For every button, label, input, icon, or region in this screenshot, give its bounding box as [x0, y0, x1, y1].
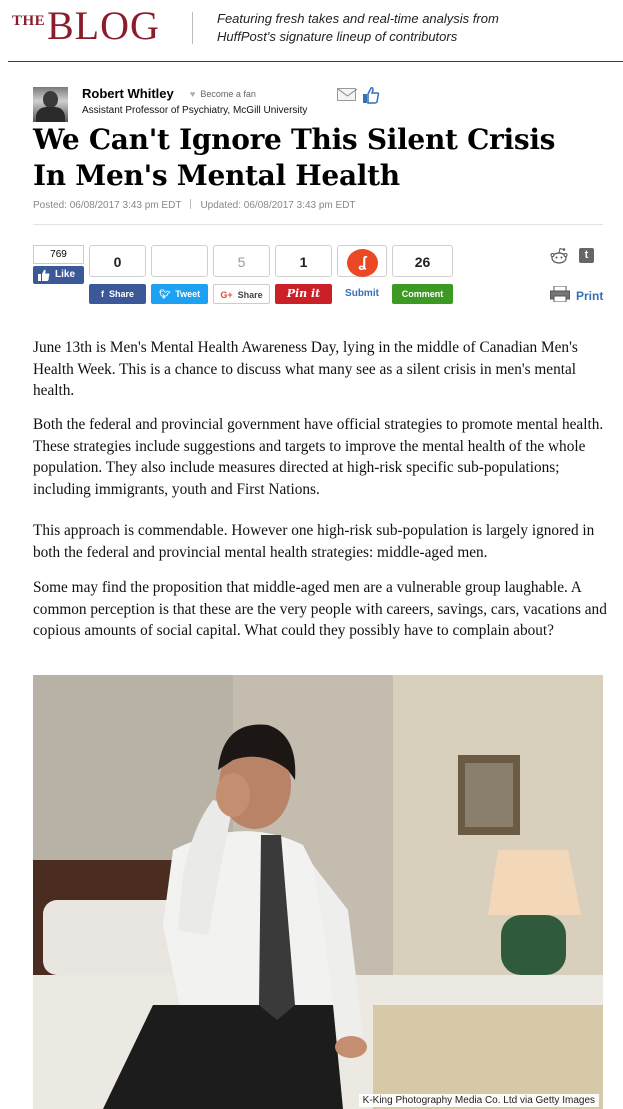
become-fan-label: Become a fan: [200, 89, 256, 99]
like-button[interactable]: [33, 266, 84, 284]
fan-star-icon: ♥: [190, 89, 196, 99]
author-avatar[interactable]: [33, 87, 68, 122]
like-thumb-icon: [38, 269, 50, 281]
body-paragraph-2: Both the federal and provincial government have official strategies to promote mental health. These strategies include suggestions and targets to improve the mental health of the whole population. They also include measures directed at high-risk specific sub-populations; including immigrants, youth and First Nations.: [33, 416, 604, 498]
facebook-share-label: Share: [108, 289, 134, 299]
author-title: Assistant Professor of Psychiatry, McGill University: [82, 105, 308, 116]
body-paragraph-4: Some may find the proposition that middle-aged men are a vulnerable group laughable. A common perception is that these are the very people with careers, savings, cars, vacations and copious amounts of social capital. What could they possibly have to complain about?: [33, 579, 607, 639]
become-fan-link[interactable]: [190, 89, 256, 99]
blog-header: [0, 0, 623, 64]
twitter-count: [151, 245, 208, 277]
facebook-share-count: 0: [89, 245, 146, 277]
avatar-head: [43, 91, 58, 108]
body-paragraph-3: This approach is commendable. However one high-risk sub-population is largely ignored in both the federal and provincial mental health strategies: middle-aged men.: [33, 522, 595, 561]
title-rule: [33, 224, 603, 225]
posted-date: Posted: 06/08/2017 3:43 pm EDT: [33, 200, 182, 211]
updated-date: Updated: 06/08/2017 3:43 pm EDT: [200, 200, 356, 211]
stumbleupon-submit-button[interactable]: Submit: [337, 284, 387, 304]
title-line-1: We Can't Ignore This Silent Crisis: [33, 123, 556, 156]
printer-icon[interactable]: [550, 286, 570, 302]
avatar-shoulders: [36, 107, 65, 122]
blog-tagline: [217, 10, 617, 46]
comment-button[interactable]: Comment: [392, 284, 453, 304]
like-count: 769: [33, 245, 84, 264]
facebook-like-widget: [33, 245, 84, 284]
twitter-tweet-label: Tweet: [175, 289, 201, 299]
comment-count: 26: [392, 245, 453, 277]
article-title: [33, 122, 618, 194]
dateline-separator: [190, 199, 191, 209]
google-plus-icon: G+: [220, 290, 233, 300]
pinterest-count: 1: [275, 245, 332, 277]
photo-credit: K-King Photography Media Co. Ltd via Getty Images: [359, 1094, 599, 1107]
tagline-line-1: Featuring fresh takes and real-time analysis from: [217, 11, 499, 26]
pinterest-pin-button[interactable]: Pin it: [275, 284, 332, 304]
google-plus-count: 5: [213, 245, 270, 277]
twitter-bird-icon: 🐦︎: [158, 289, 171, 299]
reddit-icon[interactable]: [550, 247, 568, 265]
fan-thumb-icon[interactable]: [362, 86, 380, 104]
facebook-icon: f: [100, 289, 104, 299]
print-link[interactable]: Print: [576, 289, 604, 303]
body-paragraph-1: June 13th is Men's Mental Health Awareness Day, lying in the middle of Canadian Men's Health Week. This is a chance to discuss what many see as a silent crisis in men's mental health.: [33, 339, 578, 399]
author-name[interactable]: Robert Whitley: [82, 86, 174, 101]
logo-the: THE: [12, 13, 46, 29]
google-plus-share-button[interactable]: [213, 284, 270, 304]
stumbleupon-icon: ʆ: [347, 249, 378, 277]
logo-blog: BLOG: [47, 3, 160, 48]
tumblr-icon[interactable]: t: [579, 248, 594, 263]
title-line-2: In Men's Mental Health: [33, 159, 400, 192]
like-label: Like: [55, 269, 76, 280]
twitter-tweet-button[interactable]: [151, 284, 208, 304]
dateline: [33, 199, 356, 211]
header-rule: [8, 61, 623, 62]
article-photo: [33, 675, 603, 1109]
google-plus-share-label: Share: [237, 290, 263, 300]
tagline-line-2: HuffPost's signature lineup of contributors: [217, 29, 458, 44]
photo-illustration: [33, 675, 603, 1109]
header-divider: [192, 12, 193, 44]
facebook-share-button[interactable]: [89, 284, 146, 304]
email-author-icon[interactable]: [337, 88, 356, 101]
